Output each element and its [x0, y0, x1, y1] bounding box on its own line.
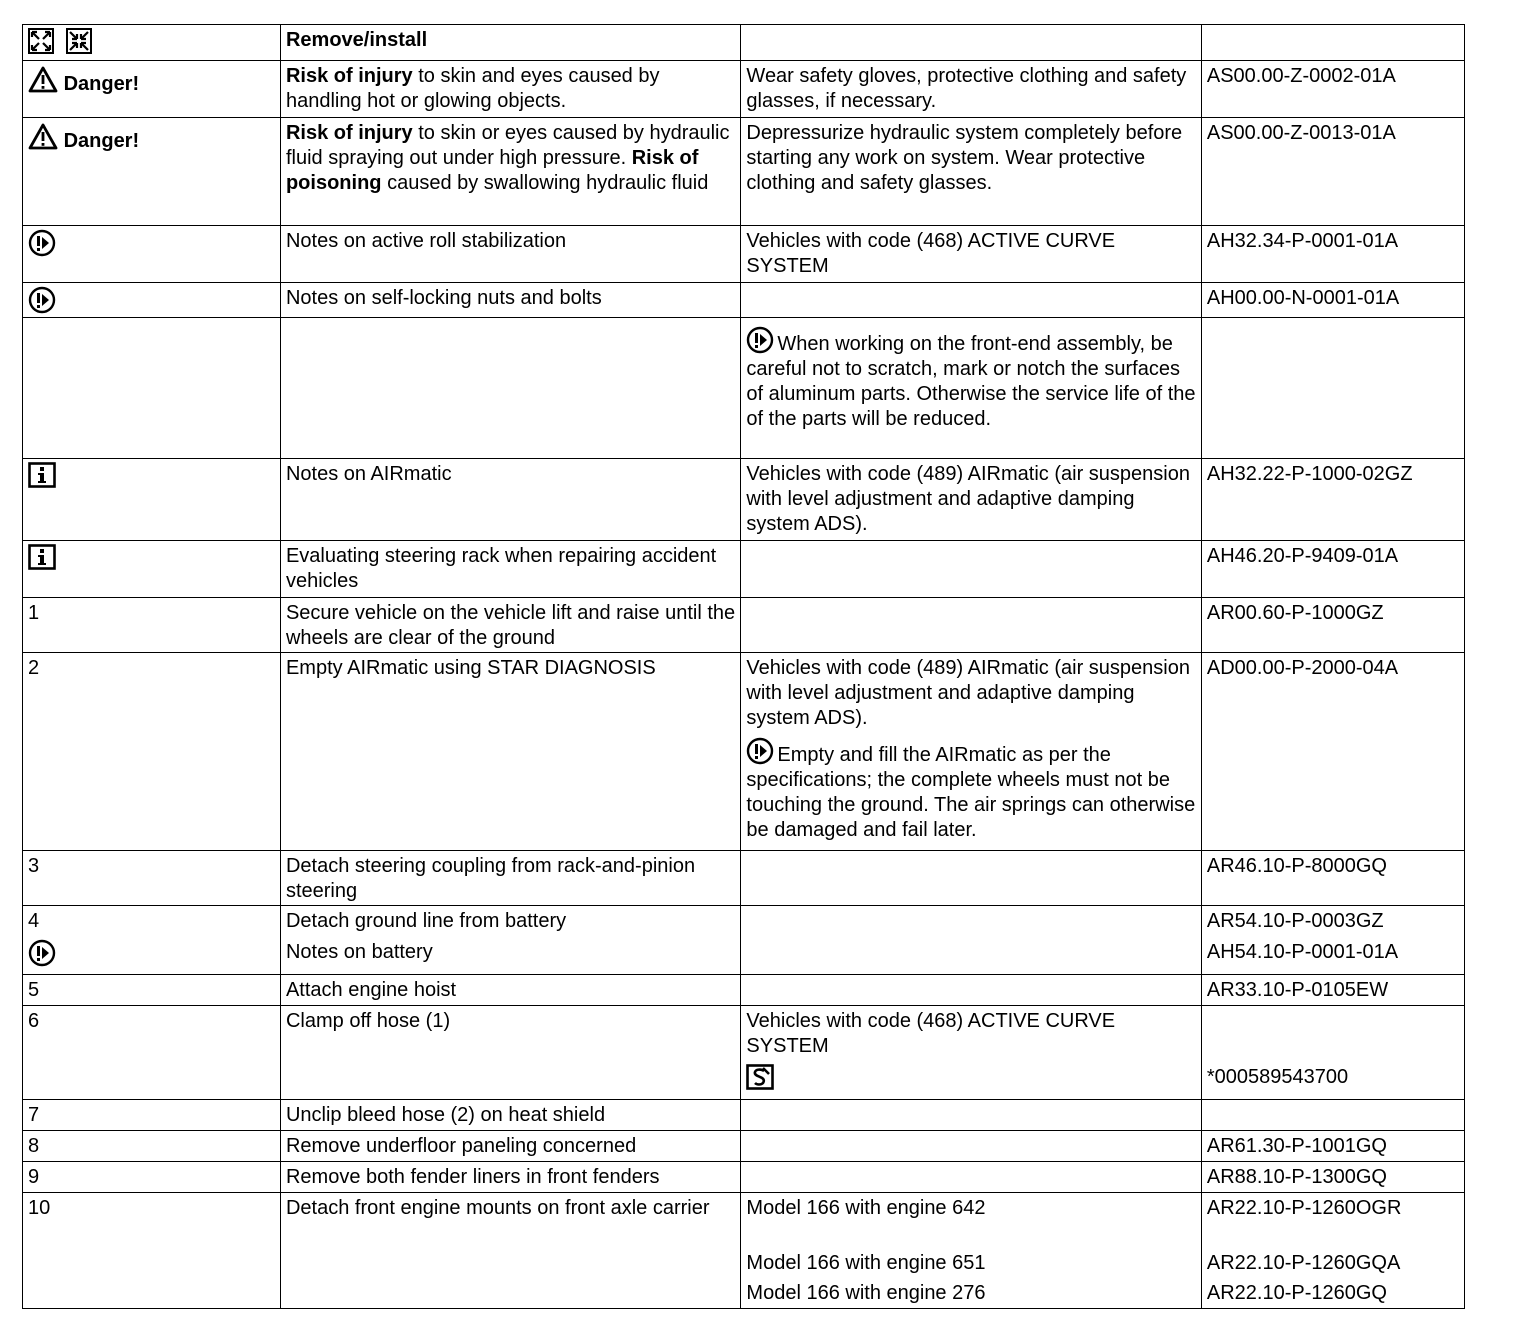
note-circle-icon: [746, 737, 774, 765]
table-row: [23, 975, 1465, 1006]
step-text: Unclip bleed hose (2) on heat shield: [280, 1100, 740, 1131]
table-row: [23, 906, 1465, 975]
table-header-row: [23, 25, 1465, 61]
step-remark: Vehicles with code (489) AIRmatic (air suspension with level adjustment and adaptive damping system ADS).: [746, 657, 1190, 729]
step-number: 7: [23, 1100, 281, 1131]
step-text: Evaluating steering rack when repairing accident vehicles: [280, 541, 740, 598]
step-text: Secure vehicle on the vehicle lift and raise until the wheels are clear of the ground: [280, 598, 740, 653]
table-row: [23, 1100, 1465, 1131]
table-row: [23, 226, 1465, 283]
doc-reference[interactable]: AR46.10-P-8000GQ: [1201, 851, 1464, 906]
step-number: 6: [23, 1006, 281, 1100]
step-number: 9: [23, 1162, 281, 1193]
step-number: 2: [23, 653, 281, 851]
page-title: Remove/install: [280, 25, 740, 61]
note-circle-icon: [746, 326, 774, 354]
doc-reference[interactable]: AS00.00-Z-0013-01A: [1201, 118, 1464, 226]
step-text: Notes on active roll stabilization: [280, 226, 740, 283]
doc-reference[interactable]: AH54.10-P-0001-01A: [1206, 941, 1399, 963]
warning-triangle-icon: [28, 123, 58, 150]
info-box-icon: [28, 462, 56, 488]
step-remark: Vehicles with code (468) ACTIVE CURVE SYSTEM: [741, 226, 1201, 283]
table-row: [23, 318, 1465, 459]
doc-reference[interactable]: AD00.00-P-2000-04A: [1201, 653, 1464, 851]
expand-icon[interactable]: [28, 28, 54, 54]
step-number: 3: [23, 851, 281, 906]
header-icons-cell: [23, 25, 281, 61]
doc-reference[interactable]: AR54.10-P-0003GZ: [1206, 910, 1384, 932]
doc-reference[interactable]: AR61.30-P-1001GQ: [1201, 1131, 1464, 1162]
collapse-icon[interactable]: [66, 28, 92, 54]
step-text: Notes on AIRmatic: [280, 459, 740, 541]
table-row: [23, 459, 1465, 541]
step-text: Detach front engine mounts on front axle carrier: [280, 1193, 740, 1309]
tool-number[interactable]: *000589543700: [1206, 1066, 1349, 1088]
table-row: [23, 598, 1465, 653]
doc-reference[interactable]: AR33.10-P-0105EW: [1201, 975, 1464, 1006]
step-remark: Vehicles with code (489) AIRmatic (air suspension with level adjustment and adaptive damping system ADS).: [741, 459, 1201, 541]
procedure-table: [22, 24, 1465, 1309]
danger-text: Risk of injury to skin or eyes caused by hydraulic fluid spraying out under high pressure. Risk of poisoning caused by swallowing hydraulic fluid: [280, 118, 740, 226]
step-number: 4: [28, 910, 40, 932]
step-text: Attach engine hoist: [280, 975, 740, 1006]
doc-reference[interactable]: AR22.10-P-1260OGR: [1206, 1197, 1402, 1219]
step-text: Remove both fender liners in front fenders: [280, 1162, 740, 1193]
note-circle-icon: [28, 939, 56, 967]
step-number: 10: [23, 1193, 281, 1309]
step-remark: Model 166 with engine 642: [746, 1197, 986, 1219]
doc-reference[interactable]: AR00.60-P-1000GZ: [1201, 598, 1464, 653]
table-row: [23, 283, 1465, 318]
step-number: 5: [23, 975, 281, 1006]
doc-reference[interactable]: AH00.00-N-0001-01A: [1201, 283, 1464, 318]
step-text: Clamp off hose (1): [280, 1006, 740, 1100]
table-row: [23, 1162, 1465, 1193]
step-text: Notes on self-locking nuts and bolts: [280, 283, 740, 318]
step-remark: Vehicles with code (468) ACTIVE CURVE SYSTEM: [746, 1010, 1116, 1057]
doc-reference[interactable]: AS00.00-Z-0002-01A: [1201, 61, 1464, 118]
step-remark: Model 166 with engine 276: [746, 1282, 986, 1304]
table-row: [23, 851, 1465, 906]
step-note-text: Notes on battery: [285, 941, 433, 963]
doc-reference[interactable]: AR22.10-P-1260GQA: [1206, 1252, 1401, 1274]
step-number: 8: [23, 1131, 281, 1162]
doc-reference[interactable]: AH46.20-P-9409-01A: [1201, 541, 1464, 598]
note-circle-icon: [28, 229, 56, 257]
doc-reference[interactable]: AH32.34-P-0001-01A: [1201, 226, 1464, 283]
step-text: Remove underfloor paneling concerned: [280, 1131, 740, 1162]
table-row: [23, 118, 1465, 226]
doc-reference[interactable]: AR22.10-P-1260GQ: [1206, 1282, 1387, 1304]
danger-remark: Wear safety gloves, protective clothing and safety glasses, if necessary.: [741, 61, 1201, 118]
danger-label: Danger!: [63, 73, 140, 95]
table-row: [23, 1193, 1465, 1309]
step-remark: Model 166 with engine 651: [746, 1252, 986, 1274]
doc-reference[interactable]: AR88.10-P-1300GQ: [1201, 1162, 1464, 1193]
danger-text: Risk of injury to skin and eyes caused by handling hot or glowing objects.: [280, 61, 740, 118]
info-box-icon: [28, 544, 56, 570]
special-tool-icon: [746, 1064, 774, 1090]
step-text: Detach ground line from battery: [285, 910, 567, 932]
danger-remark: Depressurize hydraulic system completely before starting any work on system. Wear protective clothing and safety glasses.: [741, 118, 1201, 226]
table-row: [23, 61, 1465, 118]
step-note: Empty and fill the AIRmatic as per the specifications; the complete wheels must not be touching the ground. The air springs can otherwise be damaged and fail later.: [746, 737, 1195, 843]
step-number: 1: [23, 598, 281, 653]
step-text: Empty AIRmatic using STAR DIAGNOSIS: [280, 653, 740, 851]
danger-label: Danger!: [63, 130, 140, 152]
table-row: [23, 653, 1465, 851]
table-row: [23, 1131, 1465, 1162]
note-circle-icon: [28, 286, 56, 314]
step-remark: When working on the front-end assembly, be careful not to scratch, mark or notch the surfaces of aluminum parts. Otherwise the service life of the of the parts will be reduced.: [741, 318, 1201, 459]
warning-triangle-icon: [28, 66, 58, 93]
doc-reference[interactable]: AH32.22-P-1000-02GZ: [1201, 459, 1464, 541]
step-text: Detach steering coupling from rack-and-pinion steering: [280, 851, 740, 906]
table-row: [23, 1006, 1465, 1100]
table-row: [23, 541, 1465, 598]
